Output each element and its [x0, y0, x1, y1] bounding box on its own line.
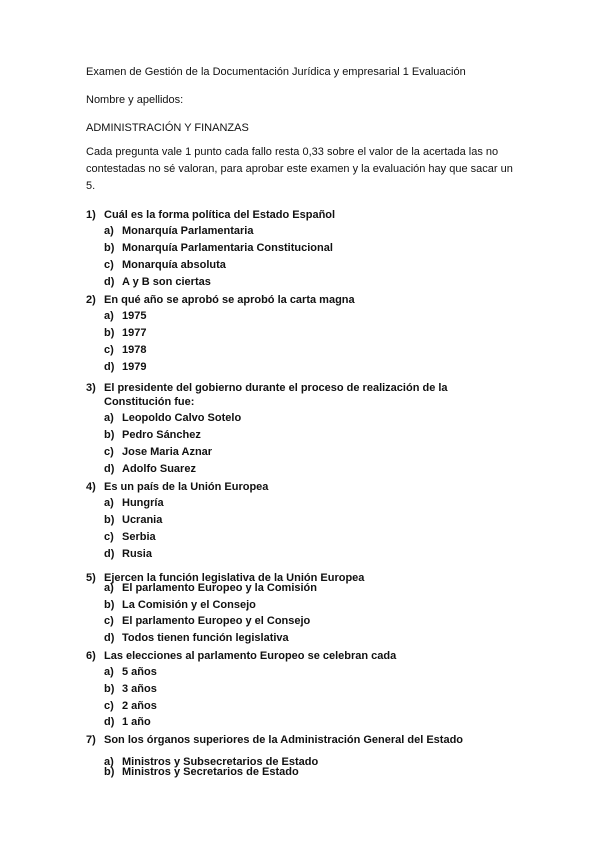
question-text: En qué año se aprobó se aprobó la carta magna: [104, 294, 355, 306]
question-6-option-a: [104, 666, 157, 680]
question-2: [86, 293, 516, 307]
question-5-option-d: [104, 632, 289, 646]
question-2-option-a: [104, 310, 146, 324]
option-text: Ministros y Secretarios de Estado: [122, 766, 299, 778]
question-6-option-b: [104, 683, 157, 697]
question-number: 6): [86, 650, 96, 662]
question-1-option-b: [104, 242, 333, 256]
option-text: El parlamento Europeo y la Comisión: [122, 582, 317, 594]
option-letter: a): [104, 310, 114, 322]
question-number: 2): [86, 294, 96, 306]
option-text: 1978: [122, 344, 147, 356]
question-3-option-b: [104, 429, 201, 443]
option-letter: b): [104, 514, 115, 526]
question-6-option-c: [104, 700, 157, 714]
option-text: Ucrania: [122, 514, 163, 526]
question-text: Ejercen la función legislativa de la Unión Europea: [104, 572, 365, 584]
question-number: 7): [86, 734, 96, 746]
option-letter: b): [104, 683, 115, 695]
option-letter: b): [104, 327, 115, 339]
option-letter: b): [104, 766, 115, 778]
question-3-option-c: [104, 446, 212, 460]
question-7-option-b: [104, 767, 299, 778]
question-number: 1): [86, 209, 96, 221]
question-3-option-d: [104, 463, 196, 477]
question-5-option-c: [104, 615, 310, 629]
question-4: [86, 480, 516, 494]
question-5-option-a: [104, 582, 317, 596]
option-letter: a): [104, 412, 114, 424]
option-text: 3 años: [122, 683, 157, 695]
option-text: Monarquía absoluta: [122, 259, 226, 271]
option-text: Ministros y Subsecretarios de Estado: [122, 756, 319, 768]
option-text: A y B son ciertas: [122, 276, 211, 288]
option-letter: d): [104, 632, 115, 644]
option-letter: a): [104, 225, 114, 237]
question-text: Es un país de la Unión Europea: [104, 481, 269, 493]
option-text: El parlamento Europeo y el Consejo: [122, 615, 311, 627]
option-text: Pedro Sánchez: [122, 429, 201, 441]
option-text: Jose Maria Aznar: [122, 446, 213, 458]
question-4-option-d: [104, 548, 152, 562]
question-3-option-a: [104, 412, 241, 426]
question-1-option-d: [104, 276, 211, 290]
option-letter: a): [104, 666, 114, 678]
option-text: Leopoldo Calvo Sotelo: [122, 412, 242, 424]
instructions: Cada pregunta vale 1 punto cada fallo resta 0,33 sobre el valor de la acertada las no contestadas no sé valoran, para aprobar este examen y la evaluación hay que sacar un 5.: [86, 146, 513, 192]
option-letter: a): [104, 756, 114, 768]
question-2-option-b: [104, 327, 146, 341]
question-4-option-b: [104, 514, 162, 528]
option-text: 1 año: [122, 716, 151, 728]
option-text: 2 años: [122, 700, 157, 712]
option-text: Todos tienen función legislativa: [122, 632, 289, 644]
question-text: Cuál es la forma política del Estado Español: [104, 209, 336, 221]
name-label: Nombre y apellidos:: [86, 94, 184, 106]
question-7: [86, 733, 516, 747]
option-text: Hungría: [122, 497, 164, 509]
question-4-option-c: [104, 531, 156, 545]
question-text: Las elecciones al parlamento Europeo se celebran cada: [104, 650, 397, 662]
question-2-option-c: [104, 344, 146, 358]
option-text: 1977: [122, 327, 147, 339]
option-text: 1975: [122, 310, 147, 322]
option-letter: a): [104, 497, 114, 509]
exam-title: Examen de Gestión de la Documentación Jurídica y empresarial 1 Evaluación: [86, 66, 466, 78]
question-number: 3): [86, 382, 96, 394]
option-letter: c): [104, 531, 114, 543]
question-5-option-b: [104, 599, 256, 613]
option-letter: c): [104, 446, 114, 458]
option-letter: d): [104, 716, 115, 728]
question-1: [86, 208, 516, 222]
option-letter: d): [104, 463, 115, 475]
question-3: [86, 381, 516, 409]
option-text: La Comisión y el Consejo: [122, 599, 256, 611]
question-text: Son los órganos superiores de la Administración General del Estado: [104, 734, 464, 746]
question-1-option-a: [104, 225, 253, 239]
option-text: 1979: [122, 361, 147, 373]
option-letter: c): [104, 700, 114, 712]
option-text: 5 años: [122, 666, 157, 678]
option-letter: d): [104, 361, 115, 373]
option-letter: c): [104, 344, 114, 356]
question-6: [86, 649, 516, 663]
option-letter: a): [104, 582, 114, 594]
option-letter: c): [104, 615, 114, 627]
option-text: Monarquía Parlamentaria: [122, 225, 254, 237]
option-text: Serbia: [122, 531, 156, 543]
option-text: Rusia: [122, 548, 152, 560]
question-1-option-c: [104, 259, 226, 273]
question-6-option-d: [104, 716, 151, 730]
option-letter: b): [104, 242, 115, 254]
option-text: Adolfo Suarez: [122, 463, 196, 475]
question-number: 5): [86, 572, 96, 584]
option-letter: c): [104, 259, 114, 271]
question-text: El presidente del gobierno durante el proceso de realización de la Constitución fue:: [104, 382, 448, 408]
question-number: 4): [86, 481, 96, 493]
option-text: Monarquía Parlamentaria Constitucional: [122, 242, 333, 254]
question-4-option-a: [104, 497, 164, 511]
option-letter: b): [104, 599, 115, 611]
option-letter: d): [104, 276, 115, 288]
program-title: ADMINISTRACIÓN Y FINANZAS: [86, 122, 249, 134]
option-letter: d): [104, 548, 115, 560]
option-letter: b): [104, 429, 115, 441]
question-2-option-d: [104, 361, 146, 375]
